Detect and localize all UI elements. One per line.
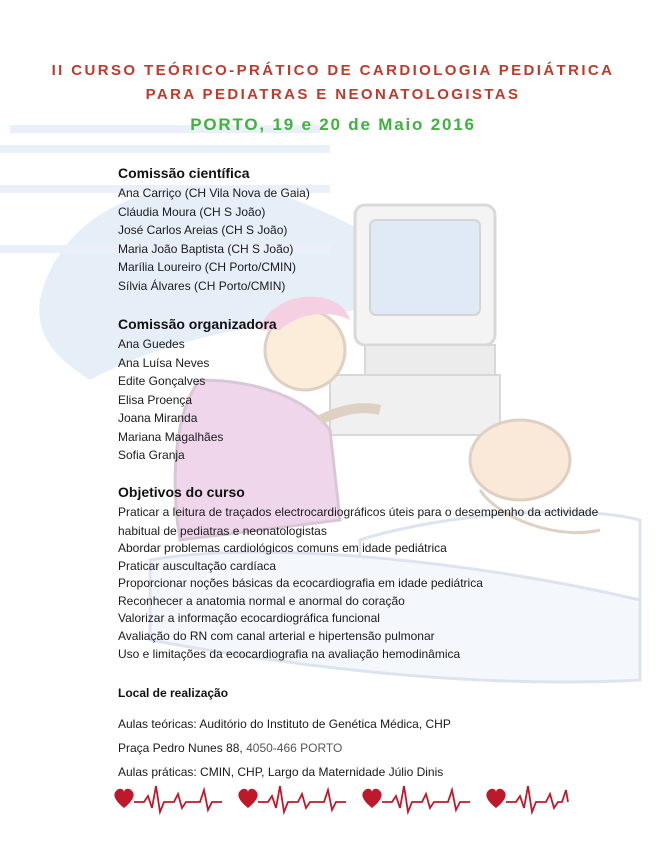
committee-member: Elisa Proença [118,392,193,407]
objective-item: Abordar problemas cardiológicos comuns em idade pediátrica [118,541,447,555]
event-date: PORTO, 19 e 20 de Maio 2016 [190,115,476,134]
course-title-line-1: II CURSO TEÓRICO-PRÁTICO DE CARDIOLOGIA PEDIÁTRICA [51,62,615,79]
heart-ecg-icon [362,786,470,812]
committee-member: José Carlos Areias (CH S João) [118,223,288,237]
committee-member: Cláudia Moura (CH S João) [118,204,266,219]
venue-section [118,686,608,784]
objective-item: Praticar auscultação cardíaca [118,558,277,573]
objective-item: Valorizar a informação ecocardiográfica funcional [118,611,380,626]
heart-ecg-strip [110,782,570,818]
heart-ecg-icon [486,786,568,812]
theory-venue: Aulas teóricas: Auditório do Instituto de Genética Médica, CHP [118,717,451,731]
course-title-line-2: PARA PEDIATRAS E NEONATOLOGISTAS [145,86,521,103]
practice-venue: Aulas práticas: CMIN, CHP, Largo da Maternidade Júlio Dinis [118,765,444,779]
objective-item: Avaliação do RN com canal arterial e hipertensão pulmonar [118,628,435,643]
committee-member: Edite Gonçalves [118,374,206,388]
committee-member: Sofia Granja [118,448,185,462]
section-heading: Comissão científica [118,165,250,181]
objective-item: Praticar a leitura de traçados electrocardiográficos úteis para o desempenho da actividade habitual de pediatras e neonatologistas [118,505,599,538]
committee-member: Maria João Baptista (CH S João) [118,241,294,256]
venue-address [118,736,608,760]
organizing-committee [118,316,608,465]
section-heading: Comissão organizadora [118,316,277,332]
objective-item: Proporcionar noções básicas da ecocardiografia em idade pediátrica [118,576,483,591]
heart-ecg-icon [238,786,346,812]
committee-member: Sílvia Álvares (CH Porto/CMIN) [118,278,286,293]
committee-member: Marília Loureiro (CH Porto/CMIN) [118,260,297,274]
scientific-committee [118,165,608,295]
section-heading: Objetivos do curso [118,484,245,500]
address-postal-code: 4050-466 PORTO [246,741,343,755]
address-street: Praça Pedro Nunes 88, [118,741,243,755]
committee-member: Mariana Magalhães [118,429,224,444]
objective-item: Uso e limitações da ecocardiografia na avaliação hemodinâmica [118,646,461,661]
course-objectives [118,484,608,663]
objective-item: Reconhecer a anatomia normal e anormal do coração [118,593,405,608]
committee-member: Ana Luísa Neves [118,355,210,370]
committee-member: Ana Guedes [118,337,185,351]
heart-ecg-icon [114,786,222,812]
committee-member: Ana Carriço (CH Vila Nova de Gaia) [118,186,310,200]
committee-member: Joana Miranda [118,411,198,425]
section-heading: Local de realização [118,686,229,700]
